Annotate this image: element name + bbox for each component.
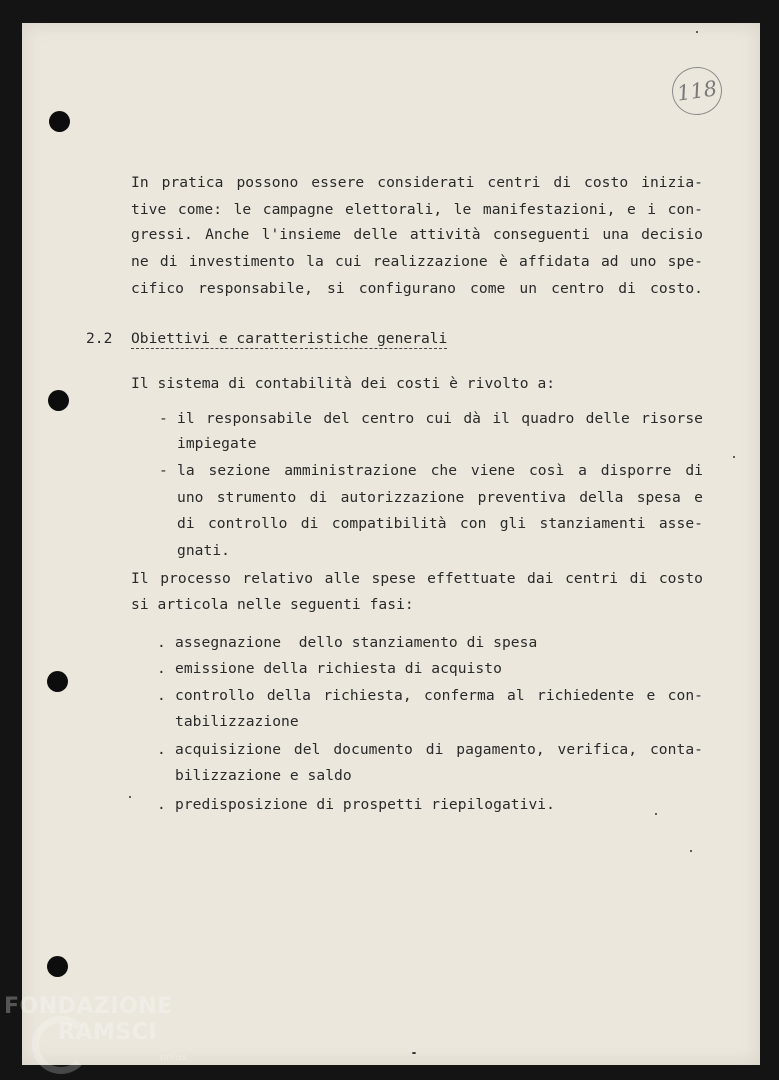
list-item-line: predisposizione di prospetti riepilogativi. — [175, 796, 555, 813]
dot-marker: . — [157, 687, 166, 704]
scan-speck — [129, 796, 131, 798]
dot-marker: . — [157, 741, 166, 758]
section-title: Obiettivi e caratteristiche generali — [131, 330, 448, 347]
list-item-line: il responsabile del centro cui dà il quadro delle risorse — [177, 410, 703, 427]
list-item-line: controllo della richiesta, conferma al richiedente e con- — [175, 687, 703, 704]
watermark-line3: onlus — [160, 1052, 187, 1063]
paragraph-line: gressi. Anche l'insieme delle attività conseguenti una decisio — [131, 226, 703, 243]
paragraph-line: Il processo relativo alle spese effettuate dai centri di costo — [131, 570, 703, 587]
list-item-line: emissione della richiesta di acquisto — [175, 660, 502, 677]
dash-marker: - — [159, 462, 168, 479]
list-item-line: impiegate — [177, 435, 257, 452]
list-item-line: uno strumento di autorizzazione preventiva della spesa e — [177, 489, 703, 506]
dot-marker: . — [157, 634, 166, 651]
dot-marker: . — [157, 660, 166, 677]
paragraph-line: si articola nelle seguenti fasi: — [131, 596, 414, 613]
list-item-line: di controllo di compatibilità con gli stanziamenti asse- — [177, 515, 703, 532]
watermark-line1: FONDAZIONE — [4, 994, 173, 1019]
paragraph-line: cifico responsabile, si configurano come un centro di costo. — [131, 280, 703, 297]
binder-hole — [49, 111, 70, 132]
scan-speck — [690, 850, 692, 852]
paragraph-line: ne di investimento la cui realizzazione è affidata ad uno spe- — [131, 253, 703, 270]
list-item-line: bilizzazione e saldo — [175, 767, 352, 784]
scan-speck — [412, 1052, 416, 1054]
dot-marker: . — [157, 796, 166, 813]
paragraph-line: In pratica possono essere considerati centri di costo inizia- — [131, 174, 703, 191]
dash-marker: - — [159, 410, 168, 427]
paragraph-line: tive come: le campagne elettorali, le manifestazioni, e i con- — [131, 201, 703, 218]
list-item-line: tabilizzazione — [175, 713, 299, 730]
handwritten-page-number: 118 — [669, 64, 725, 118]
list-item-line: la sezione amministrazione che viene così a disporre di — [177, 462, 703, 479]
binder-hole — [47, 956, 68, 977]
scan-speck — [696, 31, 698, 33]
list-item-line: acquisizione del documento di pagamento, verifica, conta- — [175, 741, 703, 758]
binder-hole — [48, 390, 69, 411]
binder-hole — [47, 671, 68, 692]
section-number: 2.2 — [86, 330, 113, 347]
fondazione-gramsci-watermark — [4, 994, 194, 1080]
watermark-line2: RAMSCI — [58, 1020, 158, 1045]
scan-speck — [733, 456, 735, 458]
list-item-line: gnati. — [177, 542, 231, 559]
paragraph-line: Il sistema di contabilità dei costi è rivolto a: — [131, 375, 556, 392]
scan-speck — [655, 813, 657, 815]
list-item-line: assegnazione dello stanziamento di spesa — [175, 634, 538, 651]
